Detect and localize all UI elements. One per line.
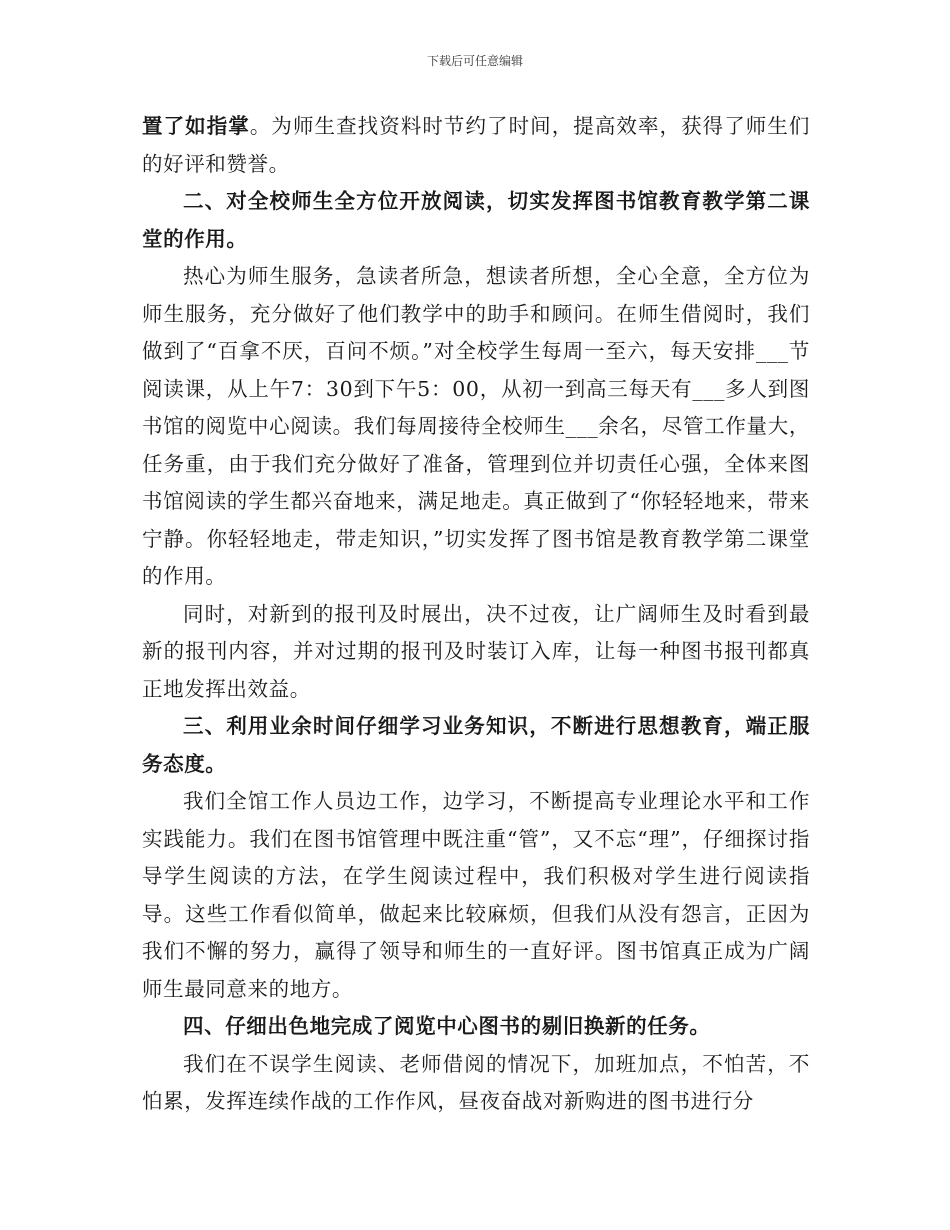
paragraph-renewal: 我们在不误学生阅读、老师借阅的情况下，加班加点，不怕苦，不怕累，发挥连续作战的工作作风，昼夜奋战对新购进的图书进行分 bbox=[142, 1051, 810, 1113]
paragraph-text: 。为师生查找资料时节约了时间，提高效率，获得了师生们的好评和赞誉。 bbox=[142, 114, 811, 176]
section-heading-3: 三、利用业余时间仔细学习业务知识，不断进行思想教育，端正服务态度。 bbox=[142, 714, 810, 776]
page-header: 下载后可任意编辑 bbox=[426, 54, 523, 68]
document-body bbox=[142, 108, 810, 1121]
paragraph-continuation bbox=[142, 108, 810, 183]
bold-phrase: 置了如指掌 bbox=[142, 114, 250, 138]
paragraph-study: 我们全馆工作人员边工作，边学习，不断提高专业理论水平和工作实践能力。我们在图书馆管理中既注重“管”，又不忘“理”，仔细探讨指导学生阅读的方法，在学生阅读过程中，我们积极对学生进行阅读指导。这些工作看似简单，做起来比较麻烦，但我们从没有怨言，正因为我们不懈的努力，赢得了领导和师生的一直好评。图书馆真正成为广阔师生最同意来的地方。 bbox=[142, 789, 810, 1001]
section-heading-2: 二、对全校师生全方位开放阅读，切实发挥图书馆教育教学第二课堂的作用。 bbox=[142, 189, 810, 251]
paragraph-service: 热心为师生服务，急读者所急，想读者所想，全心全意，全方位为师生服务，充分做好了他们教学中的助手和顾问。在师生借阅时，我们做到了“百拿不厌，百问不烦。”对全校学生每周一至六，每天安排___节阅读课，从上午7：30到下午5：00，从初一到高三每天有___多人到图书馆的阅览中心阅读。我们每周接待全校师生___余名，尽管工作量大，任务重，由于我们充分做好了准备，管理到位并切责任心强，全体来图书馆阅读的学生都兴奋地来，满足地走。真正做到了“你轻轻地来，带来宁静。你轻轻地走，带走知识，”切实发挥了图书馆是教育教学第二课堂的作用。 bbox=[142, 264, 810, 588]
paragraph-periodicals: 同时，对新到的报刊及时展出，决不过夜，让广阔师生及时看到最新的报刊内容，并对过期的报刊及时装订入库，让每一种图书报刊都真正地发挥出效益。 bbox=[142, 601, 810, 701]
section-heading-4: 四、仔细出色地完成了阅览中心图书的剔旧换新的任务。 bbox=[183, 1014, 711, 1038]
